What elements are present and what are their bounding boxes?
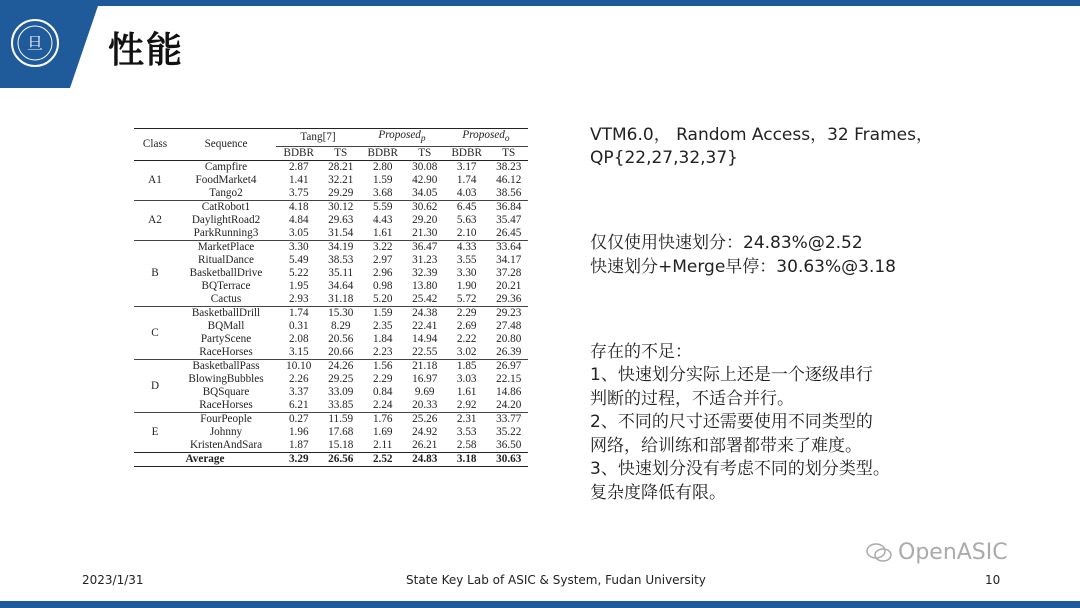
- value-cell: 22.55: [412, 346, 438, 359]
- table-row: [134, 174, 528, 187]
- col-class-header: Class: [134, 129, 176, 161]
- col-tang-header: Tang[7]: [276, 129, 360, 147]
- value-cell: 3.55: [456, 254, 477, 267]
- value-cell: 1.41: [288, 174, 309, 187]
- value-cell: 38.23: [489, 161, 528, 175]
- value-cell: 1.85: [444, 360, 489, 374]
- sequence-cell: RaceHorses: [199, 399, 253, 412]
- footer-date: 2023/1/31: [82, 573, 144, 587]
- value-cell: 24.20: [496, 399, 522, 412]
- shortcoming-line: 判断的过程，不适合并行。: [590, 389, 794, 409]
- value-cell: 1.96: [288, 426, 309, 439]
- table-row: [134, 187, 528, 201]
- value-cell: 22.41: [412, 320, 438, 333]
- shortcomings-title: 存在的不足：: [590, 342, 692, 362]
- value-cell: 3.30: [456, 267, 477, 280]
- average-value-cell: 3.18: [444, 453, 489, 467]
- value-cell: 2.93: [288, 293, 309, 306]
- value-cell: 35.47: [496, 214, 522, 227]
- value-cell: 4.43: [372, 214, 393, 227]
- value-cell: 46.12: [496, 174, 522, 187]
- value-cell: 38.56: [496, 187, 522, 200]
- value-cell: 2.29: [444, 307, 489, 321]
- sequence-cell: BQSquare: [202, 386, 250, 399]
- value-cell: 30.62: [405, 201, 444, 215]
- value-cell: 3.22: [360, 241, 405, 255]
- value-cell: 33.64: [489, 241, 528, 255]
- shortcoming-line: 1、快速划分实际上还是一个逐级串行: [590, 365, 873, 385]
- value-cell: 3.53: [456, 426, 477, 439]
- table-row: [134, 267, 528, 280]
- subheader-cell: TS: [418, 147, 432, 160]
- value-cell: 30.12: [321, 201, 360, 215]
- sequence-cell: RitualDance: [198, 254, 254, 267]
- table-row: [134, 426, 528, 439]
- value-cell: 20.21: [496, 280, 522, 293]
- value-cell: 14.94: [412, 333, 438, 346]
- value-cell: 42.90: [412, 174, 438, 187]
- sequence-cell: BasketballDrill: [176, 307, 276, 321]
- average-value-cell: 24.83: [405, 453, 444, 467]
- table-row: [134, 280, 528, 293]
- value-cell: 33.85: [328, 399, 354, 412]
- value-cell: 1.84: [372, 333, 393, 346]
- value-cell: 5.59: [360, 201, 405, 215]
- value-cell: 29.20: [412, 214, 438, 227]
- value-cell: 1.74: [456, 174, 477, 187]
- table-row: [134, 373, 528, 386]
- value-cell: 29.23: [489, 307, 528, 321]
- table-row: [134, 201, 528, 215]
- value-cell: 2.08: [288, 333, 309, 346]
- value-cell: 33.77: [489, 413, 528, 427]
- class-cell: D: [134, 360, 176, 413]
- value-cell: 31.54: [328, 227, 354, 240]
- table-row: [134, 227, 528, 241]
- value-cell: 29.36: [496, 293, 522, 306]
- value-cell: 26.39: [496, 346, 522, 359]
- logo-glyph: 旦: [26, 34, 44, 53]
- table-row: [134, 161, 528, 175]
- value-cell: 14.86: [496, 386, 522, 399]
- value-cell: 5.63: [456, 214, 477, 227]
- shortcoming-line: 复杂度降低有限。: [590, 483, 726, 503]
- value-cell: 17.68: [328, 426, 354, 439]
- value-cell: 2.92: [456, 399, 477, 412]
- value-cell: 2.58: [456, 439, 477, 452]
- value-cell: 31.23: [412, 254, 438, 267]
- subheader-cell: BDBR: [283, 147, 314, 160]
- footer-accent-bar: [0, 601, 1080, 608]
- value-cell: 3.30: [276, 241, 321, 255]
- value-cell: 1.76: [360, 413, 405, 427]
- col-proposed-p-header: Proposed$_p$: [360, 129, 444, 147]
- average-row: [134, 453, 528, 467]
- value-cell: 25.26: [405, 413, 444, 427]
- shortcoming-line: 2、不同的尺寸还需要使用不同类型的: [590, 412, 873, 432]
- subheader-cell: TS: [502, 147, 516, 160]
- value-cell: 1.87: [288, 439, 309, 452]
- average-label: Average: [134, 453, 276, 467]
- value-cell: 3.75: [288, 187, 309, 200]
- value-cell: 3.68: [372, 187, 393, 200]
- page-number: 10: [985, 573, 1001, 587]
- table-row: [134, 399, 528, 413]
- value-cell: 24.26: [321, 360, 360, 374]
- value-cell: 2.24: [372, 399, 393, 412]
- value-cell: 38.53: [328, 254, 354, 267]
- wechat-icon: [866, 543, 892, 563]
- value-cell: 5.20: [372, 293, 393, 306]
- value-cell: 31.18: [328, 293, 354, 306]
- value-cell: 21.30: [412, 227, 438, 240]
- value-cell: 15.30: [321, 307, 360, 321]
- sequence-cell: Johnny: [209, 426, 243, 439]
- config-line-2: QP{22,27,32,37}: [590, 148, 739, 168]
- value-cell: 4.03: [456, 187, 477, 200]
- table-row: [134, 254, 528, 267]
- subheader-cell: BDBR: [451, 147, 482, 160]
- value-cell: 5.22: [288, 267, 309, 280]
- value-cell: 6.45: [444, 201, 489, 215]
- fudan-logo-icon: [10, 18, 60, 68]
- class-cell: A2: [134, 201, 176, 241]
- value-cell: 1.56: [360, 360, 405, 374]
- value-cell: 5.49: [288, 254, 309, 267]
- value-cell: 20.66: [328, 346, 354, 359]
- value-cell: 29.29: [328, 187, 354, 200]
- subheader-cell: BDBR: [367, 147, 398, 160]
- value-cell: 3.02: [456, 346, 477, 359]
- value-cell: 3.15: [288, 346, 309, 359]
- value-cell: 2.29: [372, 373, 393, 386]
- value-cell: 1.90: [456, 280, 477, 293]
- value-cell: 3.05: [288, 227, 309, 240]
- subheader-cell: TS: [334, 147, 348, 160]
- value-cell: 2.69: [456, 320, 477, 333]
- value-cell: 2.23: [372, 346, 393, 359]
- value-cell: 25.42: [412, 293, 438, 306]
- config-line-1: VTM6.0， Random Access，32 Frames，: [590, 125, 933, 145]
- value-cell: 9.69: [414, 386, 435, 399]
- sequence-cell: KristenAndSara: [189, 439, 263, 452]
- sequence-cell: DaylightRoad2: [191, 214, 261, 227]
- value-cell: 21.18: [405, 360, 444, 374]
- value-cell: 32.39: [412, 267, 438, 280]
- value-cell: 24.38: [405, 307, 444, 321]
- value-cell: 2.31: [444, 413, 489, 427]
- value-cell: 22.15: [496, 373, 522, 386]
- sequence-cell: CatRobot1: [176, 201, 276, 215]
- value-cell: 3.37: [288, 386, 309, 399]
- sequence-cell: MarketPlace: [176, 241, 276, 255]
- value-cell: 1.61: [372, 227, 393, 240]
- value-cell: 2.10: [456, 227, 477, 240]
- table-row: [134, 413, 528, 427]
- sequence-cell: Campfire: [176, 161, 276, 175]
- class-cell: A1: [134, 161, 176, 201]
- table-row: [134, 241, 528, 255]
- value-cell: 24.92: [412, 426, 438, 439]
- slide-title: 性能: [108, 30, 185, 71]
- sequence-cell: FourPeople: [176, 413, 276, 427]
- value-cell: 27.48: [496, 320, 522, 333]
- class-cell: B: [134, 241, 176, 307]
- value-cell: 35.22: [496, 426, 522, 439]
- sequence-cell: ParkRunning3: [193, 227, 259, 240]
- value-cell: 36.47: [405, 241, 444, 255]
- value-cell: 26.45: [496, 227, 522, 240]
- performance-table: [134, 128, 528, 467]
- value-cell: 15.18: [328, 439, 354, 452]
- value-cell: 26.21: [412, 439, 438, 452]
- value-cell: 2.22: [456, 333, 477, 346]
- shortcoming-line: 网络，给训练和部署都带来了难度。: [590, 436, 862, 456]
- value-cell: 13.80: [412, 280, 438, 293]
- value-cell: 2.80: [360, 161, 405, 175]
- value-cell: 8.29: [330, 320, 351, 333]
- sequence-cell: BasketballPass: [176, 360, 276, 374]
- sequence-cell: FoodMarket4: [195, 174, 257, 187]
- value-cell: 5.72: [456, 293, 477, 306]
- value-cell: 2.35: [372, 320, 393, 333]
- col-proposed-o-header: Proposed$_o$: [444, 129, 528, 147]
- value-cell: 36.84: [489, 201, 528, 215]
- value-cell: 29.25: [328, 373, 354, 386]
- value-cell: 20.80: [496, 333, 522, 346]
- result-line-2: 快速划分+Merge早停：30.63%@3.18: [590, 257, 896, 277]
- value-cell: 10.10: [276, 360, 321, 374]
- table-row: [134, 386, 528, 399]
- value-cell: 2.97: [372, 254, 393, 267]
- value-cell: 35.11: [328, 267, 354, 280]
- value-cell: 0.84: [372, 386, 393, 399]
- average-value-cell: 30.63: [489, 453, 528, 467]
- value-cell: 34.19: [321, 241, 360, 255]
- value-cell: 1.61: [456, 386, 477, 399]
- watermark: [866, 540, 1008, 565]
- col-sequence-header: Sequence: [176, 129, 276, 161]
- value-cell: 6.21: [288, 399, 309, 412]
- shortcoming-line: 3、快速划分没有考虑不同的划分类型。: [590, 459, 890, 479]
- table-row: [134, 320, 528, 333]
- value-cell: 0.98: [372, 280, 393, 293]
- value-cell: 36.50: [496, 439, 522, 452]
- watermark-text: OpenASIC: [898, 540, 1008, 565]
- value-cell: 32.21: [328, 174, 354, 187]
- result-line-1: 仅仅使用快速划分：24.83%@2.52: [590, 233, 863, 253]
- value-cell: 2.96: [372, 267, 393, 280]
- sequence-cell: Cactus: [210, 293, 242, 306]
- table-row: [134, 307, 528, 321]
- value-cell: 28.21: [321, 161, 360, 175]
- class-cell: E: [134, 413, 176, 453]
- value-cell: 4.33: [444, 241, 489, 255]
- sequence-cell: Tango2: [209, 187, 243, 200]
- table-row: [134, 439, 528, 453]
- average-value-cell: 3.29: [276, 453, 321, 467]
- class-cell: C: [134, 307, 176, 360]
- value-cell: 1.59: [372, 174, 393, 187]
- value-cell: 1.95: [288, 280, 309, 293]
- table-row: [134, 360, 528, 374]
- average-value-cell: 26.56: [321, 453, 360, 467]
- table-row: [134, 346, 528, 360]
- table-row: [134, 214, 528, 227]
- value-cell: 0.31: [288, 320, 309, 333]
- value-cell: 4.84: [288, 214, 309, 227]
- sequence-cell: RaceHorses: [199, 346, 253, 359]
- value-cell: 2.26: [288, 373, 309, 386]
- value-cell: 29.63: [328, 214, 354, 227]
- sequence-cell: BQMall: [207, 320, 245, 333]
- value-cell: 1.74: [276, 307, 321, 321]
- value-cell: 34.05: [412, 187, 438, 200]
- table-row: [134, 333, 528, 346]
- value-cell: 30.08: [405, 161, 444, 175]
- header-accent-strip: [0, 0, 1080, 6]
- footer-organization: State Key Lab of ASIC & System, Fudan University: [406, 573, 706, 587]
- value-cell: 20.33: [412, 399, 438, 412]
- sequence-cell: PartyScene: [200, 333, 252, 346]
- value-cell: 0.27: [276, 413, 321, 427]
- value-cell: 2.87: [276, 161, 321, 175]
- value-cell: 26.97: [489, 360, 528, 374]
- value-cell: 37.28: [496, 267, 522, 280]
- value-cell: 34.64: [328, 280, 354, 293]
- value-cell: 3.17: [444, 161, 489, 175]
- value-cell: 1.59: [360, 307, 405, 321]
- value-cell: 11.59: [321, 413, 360, 427]
- sequence-cell: BasketballDrive: [189, 267, 263, 280]
- value-cell: 4.18: [276, 201, 321, 215]
- value-cell: 16.97: [412, 373, 438, 386]
- value-cell: 1.69: [372, 426, 393, 439]
- table-row: [134, 293, 528, 307]
- value-cell: 2.11: [373, 439, 393, 452]
- value-cell: 3.03: [456, 373, 477, 386]
- value-cell: 34.17: [496, 254, 522, 267]
- sequence-cell: BQTerrace: [201, 280, 251, 293]
- average-value-cell: 2.52: [360, 453, 405, 467]
- sequence-cell: BlowingBubbles: [188, 373, 264, 386]
- value-cell: 33.09: [328, 386, 354, 399]
- value-cell: 20.56: [328, 333, 354, 346]
- performance-table-container: [134, 128, 528, 467]
